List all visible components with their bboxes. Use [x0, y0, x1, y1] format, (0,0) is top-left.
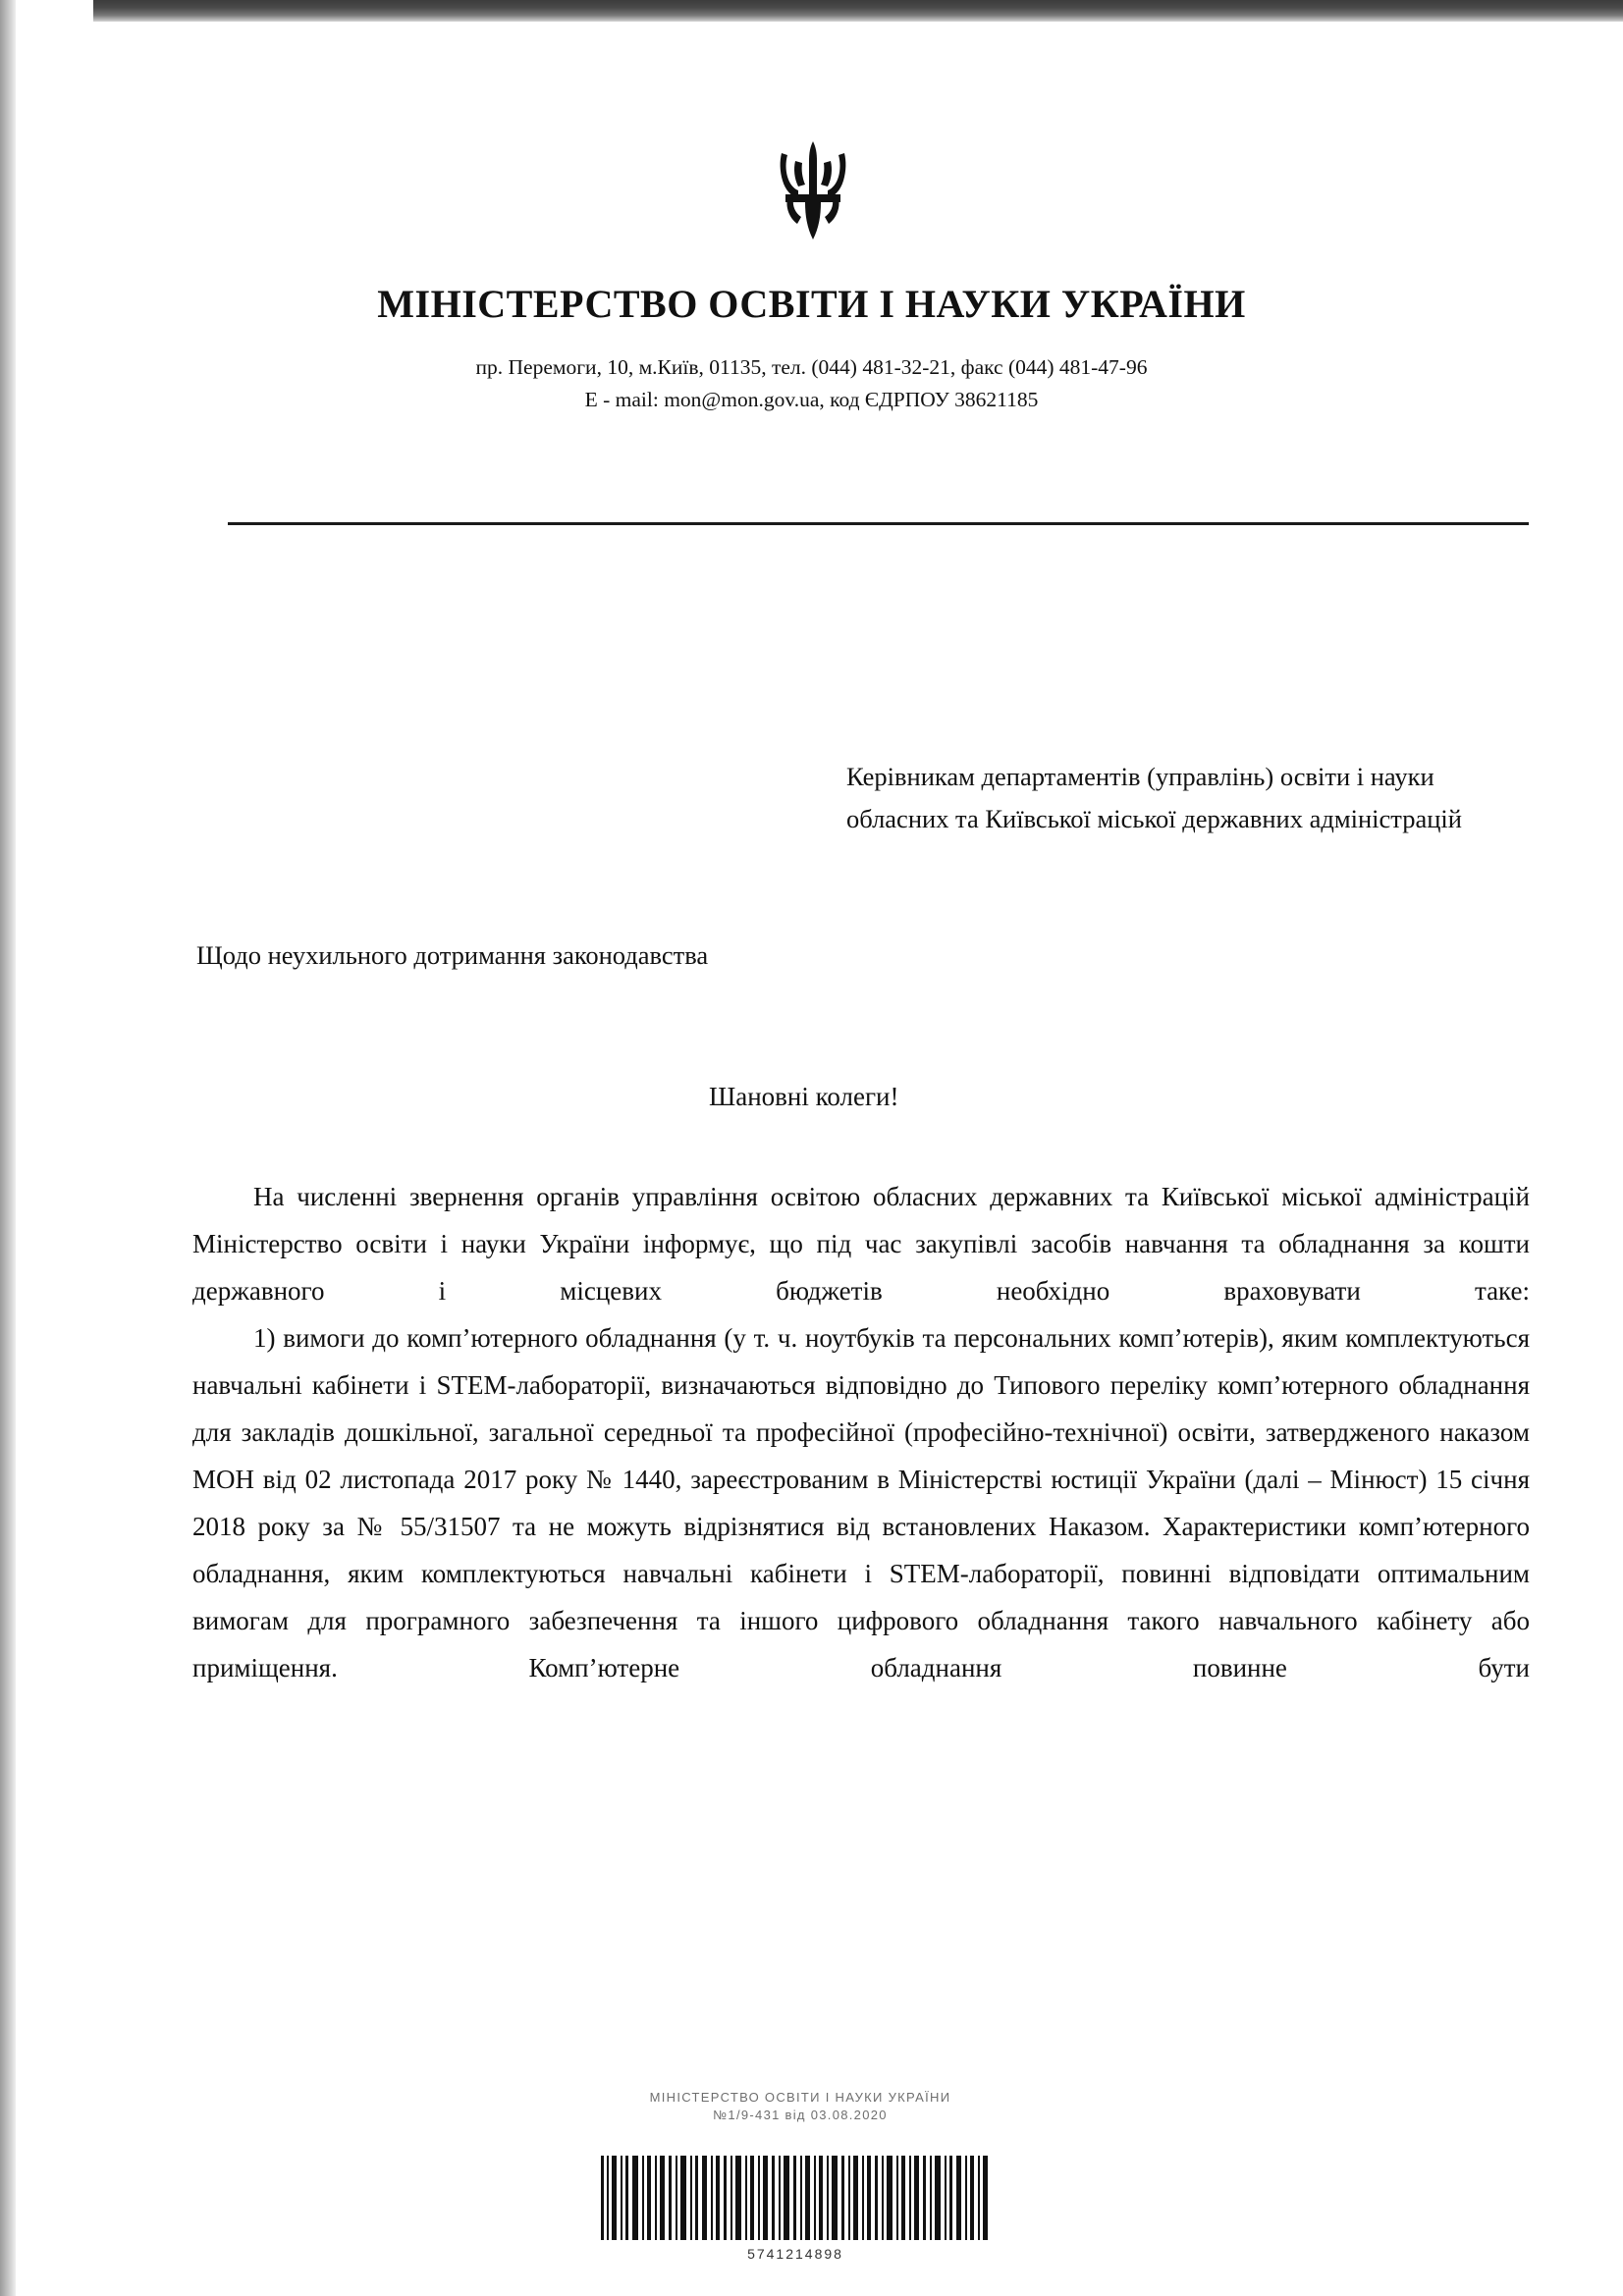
ministry-address: пр. Перемоги, 10, м.Київ, 01135, тел. (044) 481-32-21, факс (044) 481-47-96 [475, 355, 1148, 379]
paragraph-2: 1) вимоги до комп’ютерного обладнання (у т. ч. ноутбуків та персональних комп’ютерів), яким комплектуються навчальні кабінети і STEM-лабораторії, визначаються відповідно до Типового переліку комп’ютерного обладнання для закладів дошкільної, загальної середньої та професійної (професійно-технічної) освіти, затвердженого наказом МОН від 02 листопада 2017 року № 1440, зареєстрованим в Міністерстві юстиції України (далі – Мінюст) 15 січня 2018 року за № 55/31507 та не можуть відрізнятися від встановлених Наказом. Характеристики комп’ютерного обладнання, яким комплектуються навчальні кабінети і STEM-лабораторії, повинні відповідати оптимальним вимогам для програмного забезпечення та іншого цифрового обладнання такого навчального кабінету або приміщення. Комп’ютерне обладнання повинне бути [192, 1323, 1530, 1683]
letter-body [192, 1173, 1530, 1692]
stamp-number-date: №1/9-431 від 03.08.2020 [713, 2107, 888, 2122]
barcode-block [589, 2156, 1001, 2262]
ministry-title: МІНІСТЕРСТВО ОСВІТИ І НАУКИ УКРАЇНИ [377, 282, 1246, 326]
paragraph-1: На численні звернення органів управління освітою обласних державних та Київської міської адміністрацій Міністерство освіти і науки України інформує, що під час закупівлі засобів навчання та обладнання за кошти державного і місцевих бюджетів необхідно враховувати таке: [192, 1182, 1530, 1307]
header-divider [228, 522, 1529, 525]
barcode-icon [599, 2156, 992, 2240]
stamp-organization: МІНІСТЕРСТВО ОСВІТИ І НАУКИ УКРАЇНИ [649, 2090, 951, 2105]
addressee-block: Керівникам департаментів (управлінь) освіти і науки обласних та Київської міської державних адміністрацій [846, 762, 1462, 833]
registration-stamp [569, 2089, 1031, 2123]
trident-emblem-icon [768, 0, 856, 247]
ministry-email: E - mail: mon@mon.gov.ua, код ЄДРПОУ 38621185 [584, 388, 1039, 412]
subject-block: Щодо неухильного дотримання законодавства [196, 940, 709, 970]
salutation: Шановні колеги! [709, 1082, 899, 1111]
barcode-number: 5741214898 [747, 2246, 843, 2262]
